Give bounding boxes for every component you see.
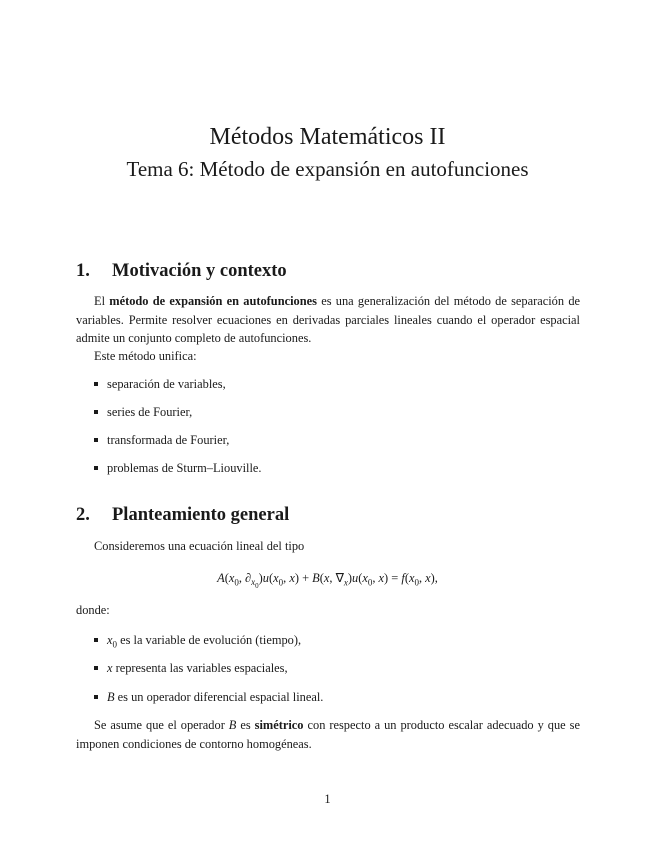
bullet-square-icon [94, 410, 98, 414]
list-item-text: transformada de Fourier, [107, 433, 230, 447]
bullet-square-icon [94, 466, 98, 470]
section-1-heading [76, 260, 287, 282]
bullet-square-icon [94, 438, 98, 442]
list-item-text: es la variable de evolución (tiempo), [117, 633, 302, 647]
list-item [94, 460, 262, 476]
where-label: donde: [76, 603, 110, 617]
list-item-text: series de Fourier, [107, 405, 193, 419]
section-2-intro: Consideremos una ecuación lineal del tipo [94, 539, 305, 553]
section-2-title: Planteamiento general [112, 505, 290, 525]
para1-bold-term: método de expansión en autofunciones [109, 294, 317, 308]
closing-text-mid: es [236, 718, 255, 732]
list-item: x representa las variables espaciales, [94, 660, 288, 676]
para1-text-start: El [94, 294, 110, 308]
section-2-closing-paragraph: Se asume que el operador B es simétrico con respecto a un producto escalar adecuado y que se imponen condiciones de contorno homogéneas. [76, 718, 580, 751]
list-item: $x_0$ es la variable de evolución (tiempo), [94, 632, 301, 652]
list-item [94, 404, 192, 420]
list-item-text: es un operador diferencial espacial lineal. [114, 690, 324, 704]
document-subtitle: Tema 6: Método de expansión en autofunciones [126, 157, 529, 181]
section-1-title: Motivación y contexto [112, 261, 287, 281]
para1-text-end: es una generalización del método de separación de variables. Permite resolver ecuaciones en derivadas parciales lineales cuando el operador espacial admite un conjunto completo de autofunciones. [76, 294, 581, 345]
bullet-square-icon [94, 666, 98, 670]
closing-text-end: con respecto a un producto escalar adecuado y que se imponen condiciones de contorno homogéneas. [76, 718, 580, 751]
closing-text-start: Se asume que el operador [94, 718, 229, 732]
bullet-square-icon [94, 695, 98, 699]
list-item-text: separación de variables, [107, 377, 226, 391]
list-item [94, 432, 229, 448]
page-number: 1 [324, 792, 331, 806]
section-1-paragraph-2: Este método unifica: [94, 349, 197, 363]
section-2-heading [76, 504, 289, 526]
list-item-text: representa las variables espaciales, [112, 661, 288, 675]
bullet-square-icon [94, 382, 98, 386]
list-item [94, 376, 226, 392]
section-1-paragraph [76, 292, 580, 348]
section-1-number: 1. [76, 261, 90, 281]
list-item-text: problemas de Sturm–Liouville. [107, 461, 262, 475]
document-title: Métodos Matemáticos II [209, 124, 446, 150]
closing-bold-term: simétrico [254, 718, 304, 732]
section-2-number: 2. [76, 505, 90, 525]
bullet-square-icon [94, 638, 98, 642]
list-item: B es un operador diferencial espacial lineal. [94, 689, 323, 705]
equation: $A(x_0$, $\partial_{x_0})u(x_0$, x) + B(x, $\nabla_x)u(x_0$, $x) = f(x_0$, x), [217, 571, 438, 591]
